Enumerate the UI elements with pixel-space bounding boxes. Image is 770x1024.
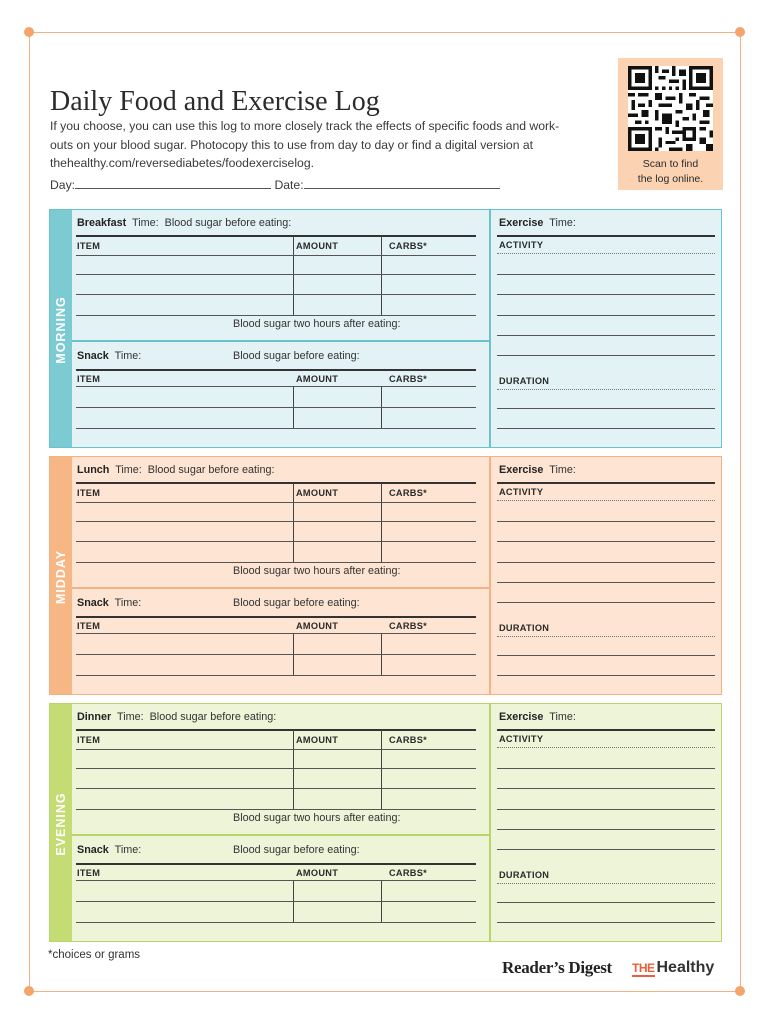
- amount-header: AMOUNT: [296, 241, 339, 251]
- amount-header: AMOUNT: [296, 621, 339, 631]
- activity-line[interactable]: [497, 768, 715, 769]
- amount-header: AMOUNT: [296, 868, 339, 878]
- time-label: Time:: [114, 350, 142, 362]
- entry-line[interactable]: [76, 315, 476, 316]
- qr-caption-line-1: Scan to find: [642, 158, 699, 170]
- page-title: Daily Food and Exercise Log: [50, 86, 380, 117]
- frame-bottom: [29, 991, 741, 992]
- amount-header: AMOUNT: [296, 374, 339, 384]
- blood-after-label: Blood sugar two hours after eating:: [233, 318, 401, 330]
- blood-before-label: Blood sugar before eating:: [233, 350, 360, 362]
- carbs-header: CARBS*: [389, 621, 428, 631]
- carbs-header: CARBS*: [389, 868, 428, 878]
- duration-header: DURATION: [499, 376, 550, 386]
- header-rule: [76, 729, 476, 731]
- entry-line[interactable]: [76, 880, 476, 881]
- duration-line[interactable]: [497, 902, 715, 903]
- intro-line-2: outs on your blood sugar. Photocopy this to use from day to day or find a digital version at: [50, 138, 534, 152]
- item-header: ITEM: [77, 868, 101, 878]
- frame-corner-dot: [735, 986, 745, 996]
- blood-before-label: Blood sugar before eating:: [233, 597, 360, 609]
- intro-line-1: If you choose, you can use this log to more closely track the effects of specific foods and work-: [50, 119, 560, 133]
- entry-line[interactable]: [76, 562, 476, 563]
- footnote: *choices or grams: [48, 949, 141, 961]
- col-rule: [381, 236, 382, 316]
- activity-line[interactable]: [497, 788, 715, 789]
- panel-divider: [489, 210, 491, 447]
- blood-before-label: Blood sugar before eating:: [149, 711, 277, 723]
- item-header: ITEM: [77, 488, 101, 498]
- time-label: Time:: [549, 711, 576, 723]
- evening-tab: [50, 704, 72, 941]
- col-rule: [293, 236, 294, 316]
- the-healthy-word: Healthy: [656, 959, 715, 976]
- panel-divider: [489, 704, 491, 941]
- item-header: ITEM: [77, 374, 101, 384]
- midday-panel: [49, 456, 722, 695]
- activity-header: ACTIVITY: [499, 734, 544, 744]
- meal-snack-divider: [72, 587, 489, 589]
- snack-label: Snack: [77, 844, 109, 856]
- item-header: ITEM: [77, 735, 101, 745]
- the-healthy-logo: [632, 959, 714, 977]
- date-field[interactable]: [304, 179, 500, 189]
- frame-top: [29, 32, 741, 33]
- amount-header: AMOUNT: [296, 735, 339, 745]
- activity-header: ACTIVITY: [499, 487, 544, 497]
- time-label: Time:: [549, 217, 576, 229]
- duration-line[interactable]: [497, 675, 715, 676]
- duration-rule: [497, 636, 715, 637]
- exercise-label: Exercise: [499, 464, 544, 476]
- entry-line[interactable]: [76, 386, 476, 387]
- meal-snack-divider: [72, 340, 489, 342]
- entry-line[interactable]: [76, 675, 476, 676]
- header-rule: [497, 482, 715, 484]
- qr-caption-line-2: the log online.: [637, 173, 704, 185]
- activity-line[interactable]: [497, 602, 715, 603]
- date-label: Date:: [274, 178, 304, 192]
- header-rule: [497, 729, 715, 731]
- entry-line[interactable]: [76, 407, 476, 408]
- header-rule: [76, 863, 476, 865]
- amount-header: AMOUNT: [296, 488, 339, 498]
- frame-corner-dot: [24, 986, 34, 996]
- readers-digest-logo: Reader’s Digest: [502, 958, 612, 977]
- evening-panel: [49, 703, 722, 942]
- activity-line[interactable]: [497, 335, 715, 336]
- entry-line[interactable]: [76, 788, 476, 789]
- meal-name: Dinner: [77, 711, 112, 723]
- time-label: Time:: [114, 597, 142, 609]
- snack-row: [77, 350, 141, 362]
- entry-line[interactable]: [76, 633, 476, 634]
- entry-line[interactable]: [76, 294, 476, 295]
- frame-corner-dot: [24, 27, 34, 37]
- header-rule: [76, 616, 476, 618]
- entry-line[interactable]: [76, 502, 476, 503]
- snack-label: Snack: [77, 597, 109, 609]
- exercise-row: [499, 711, 576, 723]
- header-rule: [76, 235, 476, 237]
- morning-tab-label: MORNING: [54, 296, 68, 364]
- morning-tab: [50, 210, 72, 447]
- the-healthy-prefix: THE: [632, 961, 655, 975]
- meal-row: [77, 464, 274, 476]
- blood-before-label: Blood sugar before eating:: [164, 217, 292, 229]
- entry-line[interactable]: [76, 922, 476, 923]
- activity-line[interactable]: [497, 315, 715, 316]
- entry-line[interactable]: [76, 768, 476, 769]
- entry-line[interactable]: [76, 901, 476, 902]
- duration-line[interactable]: [497, 655, 715, 656]
- carbs-header: CARBS*: [389, 488, 428, 498]
- col-rule: [293, 730, 294, 810]
- panel-divider: [489, 457, 491, 694]
- blood-after-label: Blood sugar two hours after eating:: [233, 565, 401, 577]
- meal-row: [77, 711, 276, 723]
- meal-snack-divider: [72, 834, 489, 836]
- time-label: Time:: [115, 464, 142, 476]
- snack-label: Snack: [77, 350, 109, 362]
- activity-line[interactable]: [497, 829, 715, 830]
- frame-corner-dot: [735, 27, 745, 37]
- carbs-header: CARBS*: [389, 374, 428, 384]
- blood-before-label: Blood sugar before eating:: [233, 844, 360, 856]
- meal-name: Lunch: [77, 464, 110, 476]
- meal-name: Breakfast: [77, 217, 127, 229]
- day-field[interactable]: [75, 179, 271, 189]
- item-header: ITEM: [77, 241, 101, 251]
- entry-line[interactable]: [76, 428, 476, 429]
- duration-line[interactable]: [497, 408, 715, 409]
- qr-code-icon[interactable]: [628, 66, 713, 151]
- exercise-label: Exercise: [499, 711, 544, 723]
- entry-line[interactable]: [76, 809, 476, 810]
- duration-header: DURATION: [499, 870, 550, 880]
- header-rule: [76, 482, 476, 484]
- day-date-row: [50, 178, 500, 192]
- activity-rule: [497, 253, 715, 254]
- activity-header: ACTIVITY: [499, 240, 544, 250]
- header-rule: [76, 369, 476, 371]
- blood-before-label: Blood sugar before eating:: [147, 464, 275, 476]
- snack-row: [77, 597, 141, 609]
- activity-line[interactable]: [497, 541, 715, 542]
- col-rule: [381, 483, 382, 563]
- frame-right: [740, 32, 741, 992]
- header-rule: [497, 235, 715, 237]
- activity-line[interactable]: [497, 355, 715, 356]
- qr-box: [618, 58, 723, 190]
- duration-rule: [497, 389, 715, 390]
- day-label: Day:: [50, 178, 76, 192]
- activity-line[interactable]: [497, 582, 715, 583]
- activity-line[interactable]: [497, 849, 715, 850]
- duration-line[interactable]: [497, 922, 715, 923]
- col-rule: [381, 730, 382, 810]
- intro-line-3: thehealthy.com/reversediabetes/foodexerciselog.: [50, 156, 314, 170]
- meal-row: [77, 217, 291, 229]
- entry-line[interactable]: [76, 521, 476, 522]
- frame-left: [29, 32, 30, 992]
- activity-line[interactable]: [497, 562, 715, 563]
- item-header: ITEM: [77, 621, 101, 631]
- blood-after-label: Blood sugar two hours after eating:: [233, 812, 401, 824]
- snack-row: [77, 844, 141, 856]
- activity-line[interactable]: [497, 274, 715, 275]
- activity-line[interactable]: [497, 294, 715, 295]
- entry-line[interactable]: [76, 274, 476, 275]
- entry-line[interactable]: [76, 255, 476, 256]
- midday-tab: [50, 457, 72, 694]
- carbs-header: CARBS*: [389, 735, 428, 745]
- carbs-header: CARBS*: [389, 241, 428, 251]
- duration-line[interactable]: [497, 428, 715, 429]
- activity-rule: [497, 500, 715, 501]
- exercise-row: [499, 464, 576, 476]
- exercise-row: [499, 217, 576, 229]
- col-rule: [293, 483, 294, 563]
- entry-line[interactable]: [76, 654, 476, 655]
- time-label: Time:: [549, 464, 576, 476]
- entry-line[interactable]: [76, 749, 476, 750]
- activity-line[interactable]: [497, 521, 715, 522]
- duration-header: DURATION: [499, 623, 550, 633]
- midday-tab-label: MIDDAY: [54, 549, 68, 605]
- time-label: Time:: [114, 844, 142, 856]
- morning-panel: [49, 209, 722, 448]
- activity-line[interactable]: [497, 809, 715, 810]
- time-label: Time:: [132, 217, 159, 229]
- evening-tab-label: EVENING: [54, 792, 68, 856]
- activity-rule: [497, 747, 715, 748]
- exercise-label: Exercise: [499, 217, 544, 229]
- entry-line[interactable]: [76, 541, 476, 542]
- duration-rule: [497, 883, 715, 884]
- time-label: Time:: [117, 711, 144, 723]
